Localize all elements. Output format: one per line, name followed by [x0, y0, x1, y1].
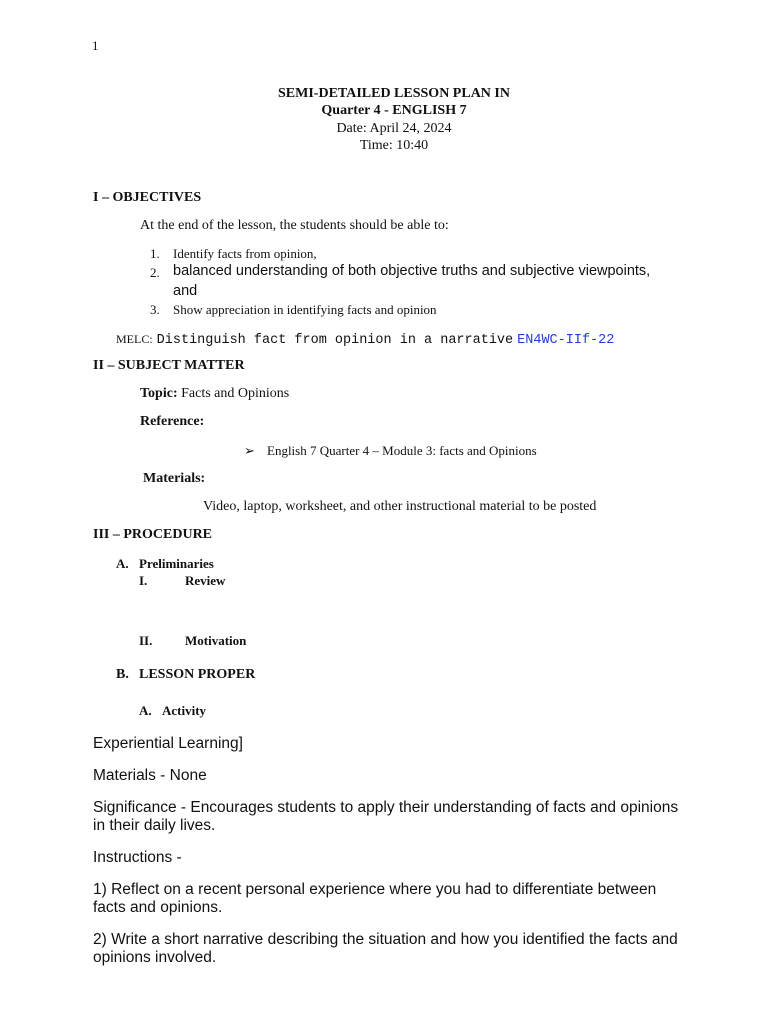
objective-number: 2. — [150, 265, 160, 280]
topic-label: Topic: — [140, 386, 178, 401]
preliminaries-title: Preliminaries — [139, 556, 214, 571]
reference-item: English 7 Quarter 4 – Module 3: facts and Opinions — [267, 443, 537, 458]
lesson-date: Date: April 24, 2024 — [336, 121, 452, 136]
materials-value: Video, laptop, worksheet, and other instructional material to be posted — [203, 499, 597, 514]
objective-item: Show appreciation in identifying facts and opinion — [173, 302, 437, 317]
objective-item: Identify facts from opinion, — [173, 246, 317, 261]
objective-number: 3. — [150, 302, 160, 317]
materials-label: Materials: — [143, 471, 206, 486]
topic-line — [140, 386, 289, 402]
reference-label: Reference: — [140, 414, 205, 429]
activity-type: Experiential Learning] — [93, 735, 243, 752]
review-title: Review — [185, 573, 226, 588]
activity-instructions-label: Instructions - — [93, 849, 182, 866]
objective-item: balanced understanding of both objective truths and subjective viewpoints, — [173, 263, 651, 279]
objective-number: 1. — [150, 246, 160, 261]
review-number: I. — [139, 573, 148, 588]
lesson-time: Time: 10:40 — [359, 138, 429, 153]
procedure-heading: III – PROCEDURE — [93, 527, 213, 542]
lesson-proper-label: B. — [116, 667, 129, 682]
activity-significance: Significance - Encourages students to apply their understanding of facts and opinions in their daily lives. — [93, 799, 679, 834]
arrow-bullet-icon: ➢ — [244, 443, 255, 458]
subject-matter-heading: II – SUBJECT MATTER — [93, 358, 245, 373]
document-subtitle: Quarter 4 - ENGLISH 7 — [321, 103, 467, 118]
document-title: SEMI-DETAILED LESSON PLAN IN — [278, 86, 510, 101]
melc-code: EN4WC-IIf-22 — [517, 333, 615, 348]
lesson-proper-title: LESSON PROPER — [139, 667, 256, 682]
objective-item-continued: and — [173, 283, 198, 299]
preliminaries-label: A. — [116, 556, 129, 571]
topic-value: Facts and Opinions — [181, 386, 290, 401]
page-number: 1 — [92, 38, 99, 53]
activity-title: Activity — [162, 703, 207, 718]
activity-label: A. — [139, 703, 152, 718]
melc-text: Distinguish fact from opinion in a narrative — [156, 333, 514, 348]
activity-instruction-item: 2) Write a short narrative describing the situation and how you identified the facts and opinions involved. — [93, 931, 678, 966]
melc-label: MELC: — [116, 332, 153, 346]
activity-instruction-item: 1) Reflect on a recent personal experience where you had to differentiate between facts and opinions. — [93, 881, 657, 916]
objectives-heading: I – OBJECTIVES — [93, 190, 202, 205]
activity-materials: Materials - None — [93, 767, 207, 784]
objectives-intro: At the end of the lesson, the students should be able to: — [140, 218, 449, 233]
motivation-number: II. — [139, 633, 153, 648]
motivation-title: Motivation — [185, 633, 247, 648]
melc-line — [116, 330, 614, 348]
